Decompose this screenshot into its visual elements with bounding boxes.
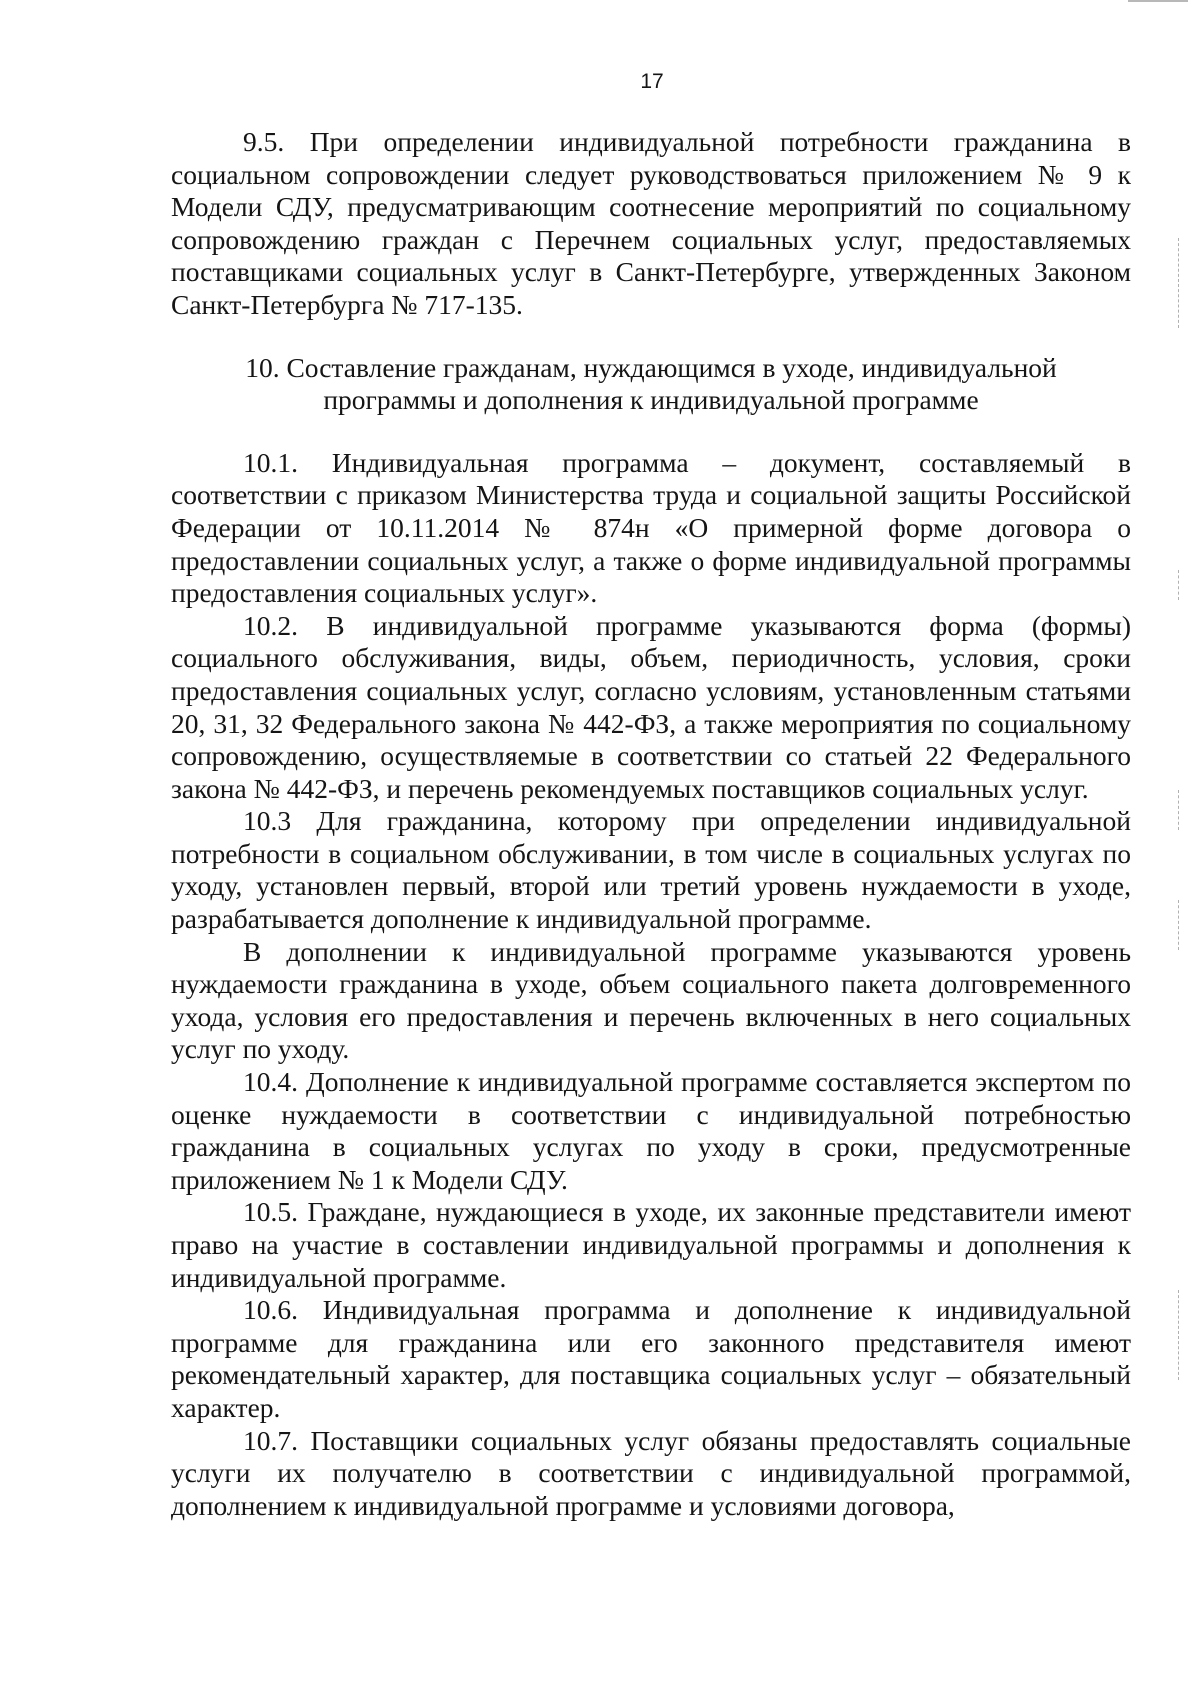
section-heading-line-1: 10. Составление гражданам, нуждающимся в уходе, индивидуальной [245, 351, 1057, 383]
page-number: 17 [640, 70, 664, 93]
paragraph-10-3: 10.3 Для гражданина, которому при определении индивидуальной потребности в социальном обслуживании, в том числе в социальных услугах по уходу, установлен первый, второй или третий уровень нуждаемости в уходе, разрабатывается дополнение к индивидуальной программе. [171, 805, 1131, 935]
paragraph-10-5: 10.5. Граждане, нуждающиеся в уходе, их законные представители имеют право на участие в составлении индивидуальной программы и дополнения к индивидуальной программе. [171, 1196, 1131, 1293]
paragraph-10-6: 10.6. Индивидуальная программа и дополнение к индивидуальной программе для гражданина или его законного представителя имеют рекомендательный характер, для поставщика социальных услуг – обязательный характер. [171, 1294, 1131, 1423]
paragraph-10-3-continued: В дополнении к индивидуальной программе указываются уровень нуждаемости гражданина в уходе, объем социального пакета долговременного ухода, условия его предоставления и перечень включенных в него социальных услуг по уходу. [171, 935, 1131, 1065]
scan-artifact-mark [1178, 1290, 1180, 1380]
scan-artifact-mark [1178, 790, 1180, 830]
paragraph-10-1: 10.1. Индивидуальная программа – документ, составляемый в соответствии с приказом Министерства труда и социальной защиты Российской Федерации от 10.11.2014 № 874н «О примерной форме договора о предоставлении социальных услуг, а также о форме индивидуальной программы предоставления социальных услуг». [171, 446, 1131, 609]
paragraph-10-2: 10.2. В индивидуальной программе указываются форма (формы) социального обслуживания, виды, объем, периодичность, условия, сроки предоставления социальных услуг, согласно условиям, установленным статьями 20, 31, 32 Федерального закона № 442-ФЗ, а также мероприятия по социальному сопровождению, осуществляемые в соответствии со статьей 22 Федерального закона № 442-ФЗ, и перечень рекомендуемых поставщиков социальных услуг. [171, 609, 1131, 804]
scan-edge-line [1128, 0, 1188, 2]
section-heading-10 [171, 352, 1131, 417]
document-body [171, 126, 1131, 1522]
scan-artifact-mark [1178, 238, 1180, 328]
paragraph-10-7: 10.7. Поставщики социальных услуг обязаны предоставлять социальные услуги их получателю в соответствии с индивидуальной программой, дополнением к индивидуальной программе и условиями договора, [171, 1424, 1131, 1521]
scan-artifact-mark [1178, 570, 1180, 600]
paragraph-9-5: 9.5. При определении индивидуальной потребности гражданина в социальном сопровождении следует руководствоваться приложением № 9 к Модели СДУ, предусматривающим соотнесение мероприятий по социальному сопровождению граждан с Перечнем социальных услуг, предоставляемых поставщиками социальных услуг в Санкт-Петербурге, утвержденных Законом Санкт-Петербурга № 717-135. [171, 126, 1131, 320]
scan-artifact-mark [1178, 900, 1180, 950]
paragraph-10-4: 10.4. Дополнение к индивидуальной программе составляется экспертом по оценке нуждаемости в соответствии с индивидуальной потребностью гражданина в социальных услугах по уходу в сроки, предусмотренные приложением № 1 к Модели СДУ. [171, 1066, 1131, 1195]
section-heading-line-2: программы и дополнения к индивидуальной программе [323, 384, 979, 416]
